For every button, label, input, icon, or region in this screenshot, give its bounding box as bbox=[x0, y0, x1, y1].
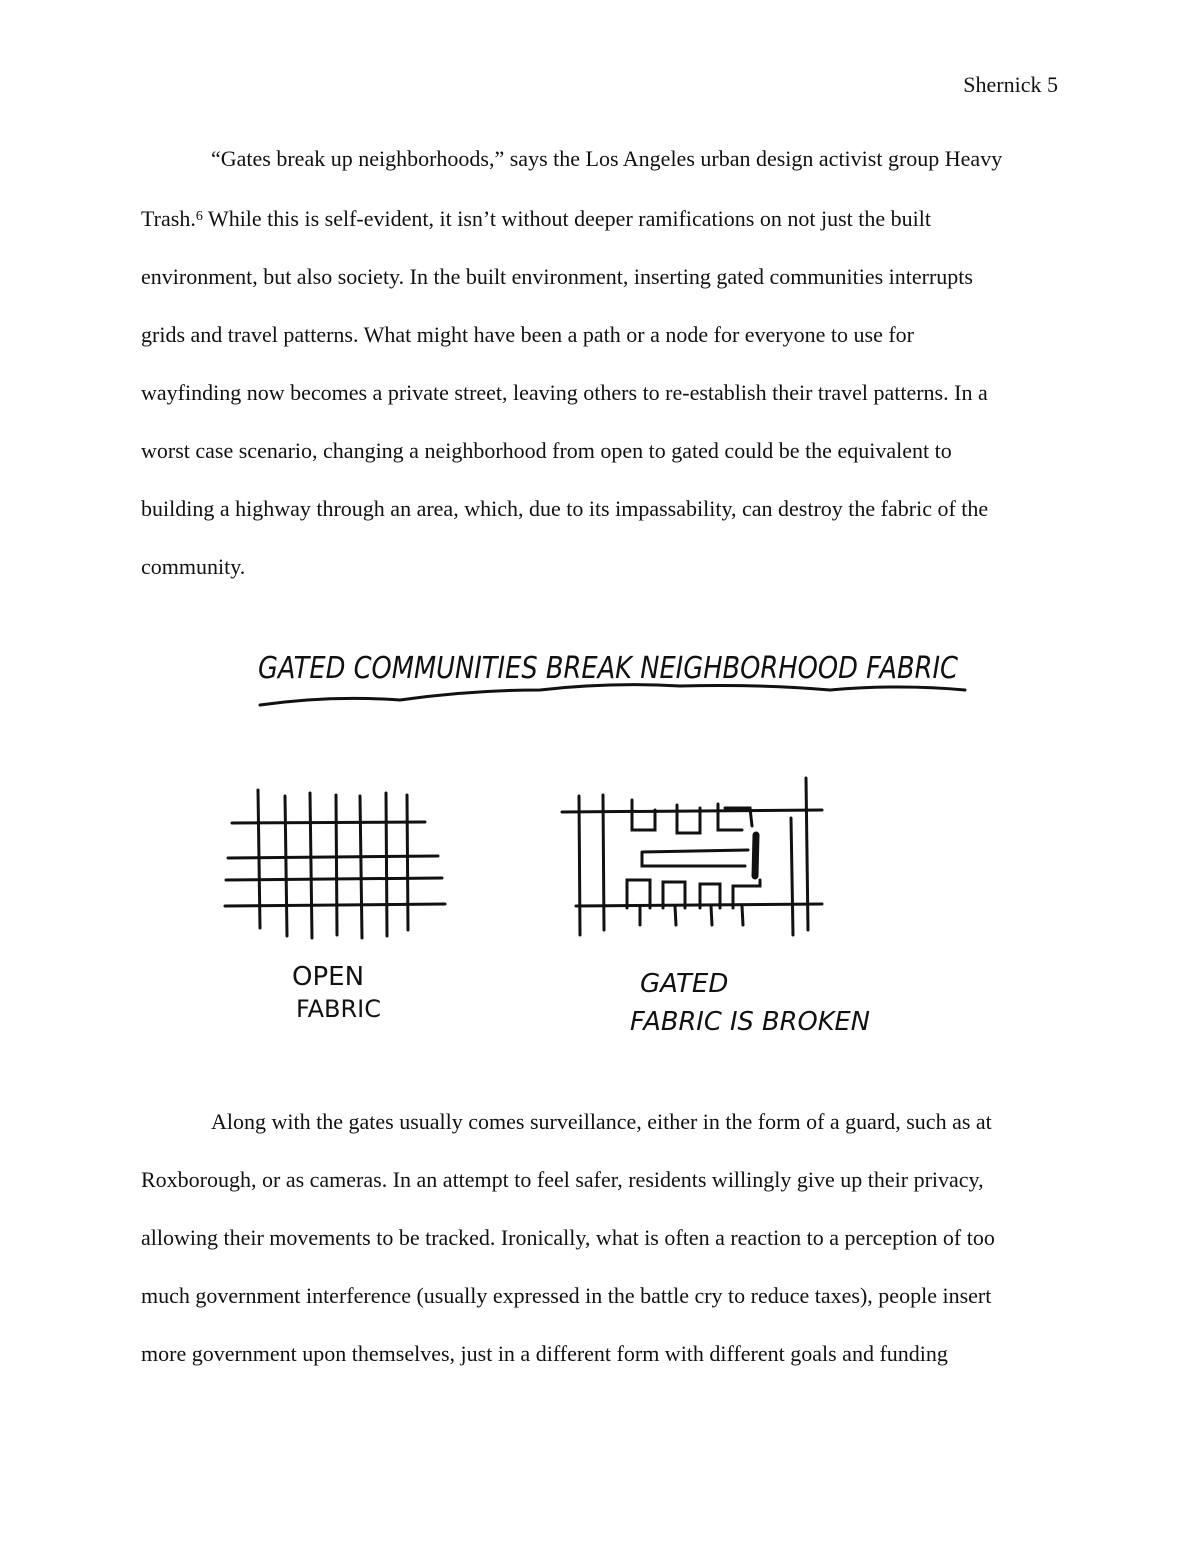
gated-label-line-1: GATED bbox=[640, 969, 729, 999]
paragraph-line: allowing their movements to be tracked. Ironically, what is often a reaction to a perception of too bbox=[141, 1225, 995, 1250]
running-head: Shernick 5 bbox=[963, 72, 1058, 97]
paragraph-line: environment, but also society. In the built environment, inserting gated communities interrupts bbox=[141, 264, 973, 289]
gated-label-line-2: FABRIC IS BROKEN bbox=[630, 1007, 870, 1037]
open-label-line-1: OPEN bbox=[292, 962, 365, 992]
sketch-title: GATED COMMUNITIES BREAK NEIGHBORHOOD FABRIC bbox=[258, 651, 959, 686]
paragraph-line: “Gates break up neighborhoods,” says the Los Angeles urban design activist group Heavy bbox=[211, 146, 1003, 171]
paragraph-line: wayfinding now becomes a private street, leaving others to re-establish their travel patterns. In a bbox=[141, 380, 988, 405]
title-underline bbox=[260, 685, 965, 705]
paragraph-line: Along with the gates usually comes surveillance, either in the form of a guard, such as at bbox=[211, 1109, 992, 1134]
paragraph-line: worst case scenario, changing a neighborhood from open to gated could be the equivalent to bbox=[141, 438, 952, 463]
paragraph-line: Trash.$^6$ While this is self-evident, it isn’t without deeper ramifications on not just the built bbox=[141, 206, 931, 231]
gated-grid bbox=[562, 778, 822, 935]
paragraph-line: more government upon themselves, just in a different form with different goals and funding bbox=[141, 1341, 948, 1366]
paragraph-line: community. bbox=[141, 554, 246, 579]
paragraph-surveillance bbox=[141, 1093, 1061, 1383]
paragraph-gates-break-neighborhoods bbox=[141, 130, 1061, 596]
paragraph-line: building a highway through an area, which, due to its impassability, can destroy the fabric of the bbox=[141, 496, 989, 521]
open-label-line-2: FABRIC bbox=[296, 995, 381, 1023]
open-grid bbox=[225, 790, 445, 938]
paragraph-line: grids and travel patterns. What might have been a path or a node for everyone to use for bbox=[141, 322, 914, 347]
paragraph-line: much government interference (usually expressed in the battle cry to reduce taxes), people insert bbox=[141, 1283, 992, 1308]
footnote-ref[interactable]: 6 bbox=[195, 209, 203, 224]
paragraph-line: Roxborough, or as cameras. In an attempt to feel safer, residents willingly give up their privacy, bbox=[141, 1167, 984, 1192]
